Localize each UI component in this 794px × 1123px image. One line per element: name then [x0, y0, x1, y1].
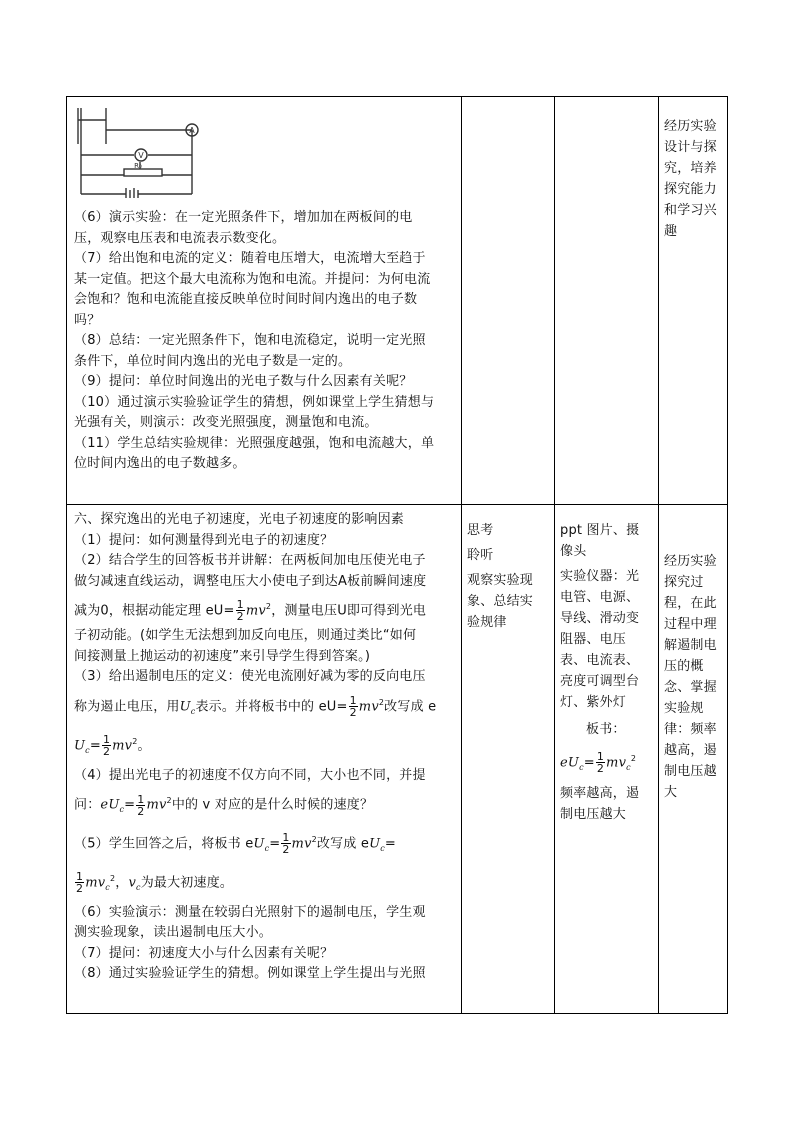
text-line: 过程中理	[664, 617, 717, 632]
text-line: （3）给出遏制电压的定义：使光电流刚好减为零的反向电压	[74, 669, 426, 685]
text-line: （7）给出饱和电流的定义：随着电压增大，电流增大至趋于	[74, 251, 426, 266]
text-line: 探究能力	[664, 182, 717, 197]
text-line: 经历实验	[664, 119, 717, 134]
text-line: 光强有关，则演示：改变光照强度，测量饱和电流。	[74, 415, 378, 430]
formula-line: 减为0，根据动能定理 eU= $\frac{1}{2}$ $mv^2$，测量电压U即可得到光电	[74, 598, 427, 624]
text-line: （10）通过演示实验验证学生的猜想，例如课堂上学生猜想与	[74, 394, 435, 410]
text-line: 电管、电源、	[560, 590, 640, 605]
row-divider	[66, 504, 728, 505]
text-line: 子初动能。(如学生无法想到加反向电压，则通过类比“如何	[74, 628, 417, 644]
circuit-diagram	[76, 106, 206, 198]
text-line: 实验规	[664, 701, 704, 716]
formula-line: 问：$eU_c=$ $\frac{1}{2}$ $mv^2$中的 v 对应的是什么时候的速度？	[74, 792, 374, 818]
text-line: 程，在此	[664, 596, 717, 611]
text-line: 像头	[560, 544, 587, 559]
text-line: 制电压越	[664, 764, 717, 779]
text-line: ppt 图片、摄	[560, 523, 640, 538]
text-line: （2）结合学生的回答板书并讲解：在两板间加电压使光电子	[74, 553, 426, 568]
text-line: 会饱和？饱和电流能直接反映单位时间时间内逸出的电子数	[74, 292, 418, 307]
table-border-right	[727, 96, 728, 1014]
text-line: 测实验现象，读出遏制电压大小。	[74, 925, 273, 941]
text-line: 亮度可调型台	[560, 674, 640, 689]
text-line: 压，观察电压表和电流表示数变化。	[74, 230, 286, 246]
text-line: 条件下，单位时间内逸出的光电子数是一定的。	[74, 353, 352, 369]
text-line: 六、探究逸出的光电子初速度，光电子初速度的影响因素	[74, 512, 405, 527]
resistor-label: R₀	[134, 162, 142, 170]
formula-line: 称为遏止电压，用$U_c$表示。并将板书中的 eU= $\frac{1}{2}$ $mv^2$改写成 e	[74, 694, 437, 720]
text-line: 观察实验现	[467, 573, 534, 588]
table-border-left	[66, 96, 67, 1014]
table-border-top	[66, 96, 728, 97]
lesson-table	[66, 96, 728, 1014]
text-line: 越高，遏	[664, 743, 717, 758]
text-line: （1）提问：如何测量得到光电子的初速度？	[74, 532, 334, 548]
table-divider-2	[554, 96, 555, 1014]
text-line: 阻器、电压	[560, 632, 627, 647]
text-line: 思考	[467, 523, 494, 538]
formula-line: $\frac{1}{2}$ $mv_c^2$，$v_c$为最大初速度。	[76, 870, 234, 896]
text-line: 律：频率	[664, 722, 717, 737]
text-line: 和学习兴	[664, 203, 717, 218]
text-line: 某一定值。把这个最大电流称为饱和电流。并提问：为何电流	[74, 271, 431, 287]
row2-resources	[560, 520, 656, 825]
text-line: 间接测量上抛运动的初速度”来引导学生得到答案。)	[74, 648, 371, 664]
ammeter-label: A	[189, 126, 195, 135]
text-line: （8）通过实验验证学生的猜想。例如课堂上学生提出与光照	[74, 966, 426, 982]
text-line: 探究过	[664, 575, 704, 590]
text-line: 制电压越大	[560, 806, 627, 822]
text-line: 板书：	[586, 722, 626, 737]
text-line: 经历实验	[664, 554, 717, 569]
text-line: （4）提出光电子的初速度不仅方向不同，大小也不同，并提	[74, 767, 426, 783]
text-line: （7）提问：初速度大小与什么因素有关呢？	[74, 945, 334, 961]
text-line: 趣	[664, 224, 678, 239]
text-line: 频率越高，遏	[560, 785, 640, 801]
text-line: 导线、滑动变	[560, 611, 640, 626]
table-divider-3	[658, 96, 659, 1014]
formula-line: $U_c=$ $\frac{1}{2}$ $mv^2$。	[74, 733, 151, 759]
text-line: 念、掌握	[664, 680, 717, 695]
voltmeter-label: V	[138, 151, 144, 160]
text-line: 验规律	[467, 615, 507, 630]
formula-line: $eU_c=$ $\frac{1}{2}$ $mv_c^2$	[560, 750, 637, 776]
row2-process	[74, 510, 460, 985]
text-line: （6）演示实验：在一定光照条件下，增加加在两板间的电	[74, 210, 413, 225]
text-line: 聆听	[467, 548, 494, 563]
table-divider-1	[461, 96, 462, 1014]
formula-line: （5）学生回答之后，将板书 $eU_c=$ $\frac{1}{2}$ $mv^2$改写成 $eU_c=$	[74, 831, 396, 857]
row2-student-activity	[467, 520, 553, 633]
text-line: （6）实验演示：测量在较弱白光照射下的遏制电压，学生观	[74, 904, 426, 920]
text-line: 表、电流表、	[560, 653, 640, 668]
text-line: 解遏制电	[664, 638, 717, 653]
text-line: 吗？	[74, 312, 101, 328]
text-line: （9）提问：单位时间逸出的光电子数与什么因素有关呢？	[74, 374, 413, 389]
text-line: 实验仪器：光	[560, 569, 640, 584]
row1-intent	[664, 116, 726, 242]
text-line: 大	[664, 785, 678, 800]
text-line: （8）总结：一定光照条件下，饱和电流稳定，说明一定光照	[74, 333, 426, 348]
text-line: 究，培养	[664, 161, 717, 176]
fraction: $\frac{1}{2}$	[236, 598, 244, 624]
text-line: 灯、紫外灯	[560, 695, 627, 710]
text-line: 位时间内逸出的电子数越多。	[74, 456, 246, 471]
text-line: 设计与探	[664, 140, 717, 155]
text-line: 压的概	[664, 659, 704, 674]
text-line: （11）学生总结实验规律：光照强度越强，饱和电流越大，单	[74, 435, 435, 451]
row2-intent	[664, 551, 726, 803]
text-line: 做匀减速直线运动，调整电压大小使电子到达A板前瞬间速度	[74, 573, 427, 589]
table-border-bottom	[66, 1013, 728, 1014]
row1-process	[74, 208, 460, 475]
text-line: 象、总结实	[467, 594, 534, 609]
